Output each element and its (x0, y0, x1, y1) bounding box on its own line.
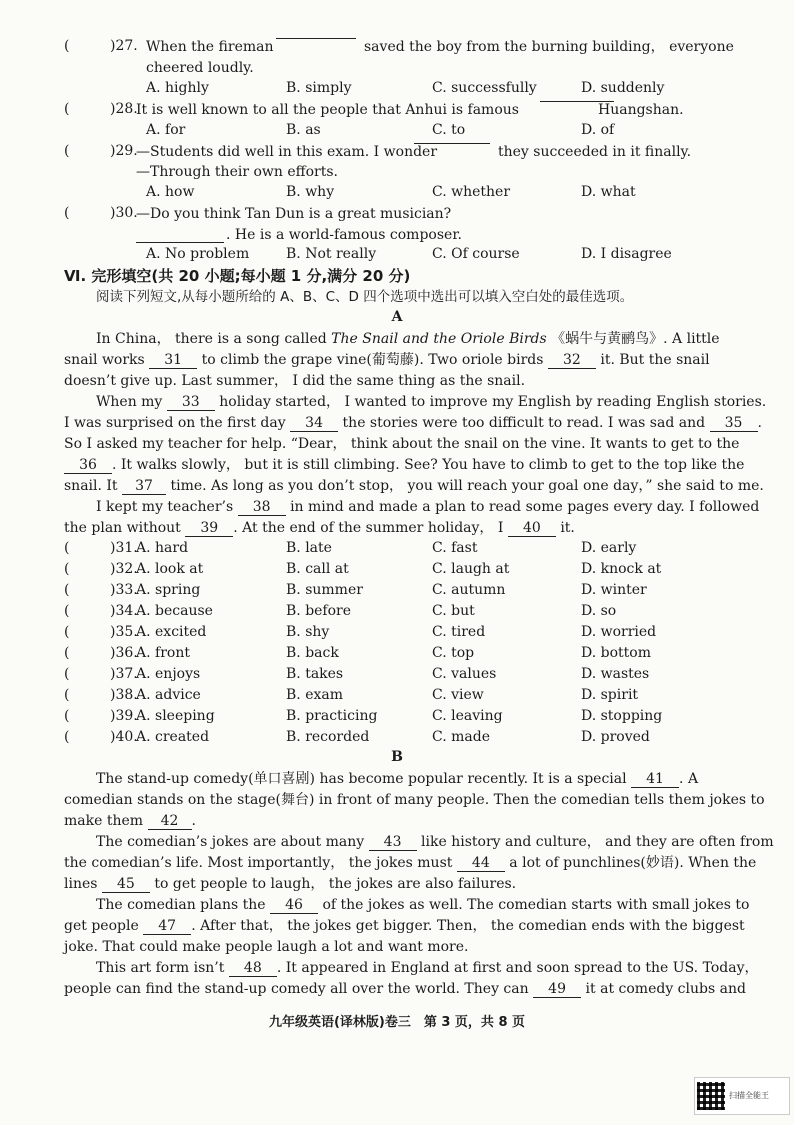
cloze-question-number: )40. (110, 729, 138, 745)
option-27-a[interactable]: A. highly (146, 80, 209, 96)
cloze-option-c[interactable]: C. autumn (432, 582, 506, 598)
cloze-option-d[interactable]: D. stopping (581, 708, 663, 724)
cloze-option-c[interactable]: C. leaving (432, 708, 503, 724)
cloze-option-c[interactable]: C. made (432, 729, 490, 745)
cloze-option-d[interactable]: D. winter (581, 582, 647, 598)
blank-39[interactable]: 39 (185, 521, 233, 537)
passage-a-heading: A (391, 309, 403, 325)
option-29-b[interactable]: B. why (286, 184, 335, 200)
passage-b-line: This art form isn’t 48 . It appeared in England at first and soon spread to the US. Today， (96, 960, 759, 976)
passage-b-heading: B (391, 749, 403, 765)
cloze-option-d[interactable]: D. spirit (581, 687, 639, 703)
blank-42[interactable]: 42 (148, 814, 192, 830)
passage-b-line: make them 42 . (64, 813, 196, 829)
cloze-option-d[interactable]: D. proved (581, 729, 650, 745)
cloze-question-number: )31. (110, 540, 138, 556)
cloze-option-a[interactable]: A. created (136, 729, 210, 745)
cloze-option-d[interactable]: D. wastes (581, 666, 650, 682)
passage-a-line: snail. It 37 time. As long as you don’t stop， you will reach your goal one day，” she said to me. (64, 478, 764, 494)
answer-paren[interactable]: ( (64, 603, 70, 619)
passage-a-line: In China， there is a song called The Snail and the Oriole Birds 《蜗牛与黄鹂鸟》. A little (96, 331, 720, 347)
answer-paren[interactable]: ( (64, 645, 70, 661)
passage-a-line: the plan without 39 . At the end of the summer holiday， I 40 it. (64, 520, 575, 536)
cloze-option-a[interactable]: A. spring (136, 582, 201, 598)
blank-49[interactable]: 49 (533, 982, 581, 998)
exam-page: ( )27. When the fireman saved the boy from the burning building， everyone cheered loudly. A. highly B. simply C. successfully D. suddenly ( )28. It is well known to all the people that Anhui is famous Huangshan. A. for B. as C. to D. of ( )29. —Students did well in this exam. I wonder they succeeded in it finally. —Through their own efforts. A. how B. why C. whether D. what ( )30. —Do you think Tan Dun is a great musician? . He is a world-famous composer. A. No problem B. Not really C. Of course D. I disagree Ⅵ. 完形填空(共 20 小题;每小题 1 分,满分 20 分) 阅读下列短文,从每小题所给的 A、B、C、D 四个选项中选出可以填入空白处的最佳选项。 A In China， there is a song called The Snail and the Oriole Birds 《蜗牛与黄鹂鸟》. A little snail works 31 to climb the grape vine(葡萄藤). Two oriole birds 32 it. But the snail doesn’t give up. Last summer， I did the same thing as the snail. When my 33 holiday started， I wanted to improve my English by reading English stories. I was surprised on the first day 34 the stories were too difficult to read. I was sad and 35 . So I asked my teacher for help. “Dear， think about the snail on the vine. It wants to get to the 36 . It walks slowly， but it is still climbing. See? You have to climb to get to the top like the snail. It 37 time. As long as you don’t stop， you will reach your goal one day，” she said to me. I kept my teacher’s 38 in mind and made a plan to read some pages every day. I followed the plan without 39 . At the end of the summer holiday， I 40 it. ( )31. A. hard B. late C. fast D. early ( )32. A. look at B. call at C. laugh at D. knock at ( )33. A. spring B. summer C. autumn D. winter ( )34. A. because B. before C. but D. so ( )35. A. excited B. shy C. tired D. worried ( )36. A. front B. back C. top D. bottom ( )37. A. enjoys B. takes C. values D. wastes ( )38. A. advice B. exam C. view D. spirit ( )39. A. sleeping B. practicing C. leaving D. stopping ( )40. A. created B. recorded C. made D. proved B The stand-up comedy(单口喜剧) has become popular recently. It is a special 41 . A comedian stands on the stage(舞台) in front of many people. Then the comedian tells them jokes to make them 42 . The comedian’s jokes are about many 43 like history and culture， and they are often from the comedian’s life. Most importantly， the jokes must 44 a lot of punchlines(妙语). When the lines 45 to get people to laugh， the jokes are also failures. The comedian plans the 46 of the jokes as well. The comedian starts with small jokes to get people 47 . After that， the jokes get bigger. Then， the comedian ends with the biggest joke. That could make people laugh a lot and want more. This art form isn’t 48 . It appeared in England at first and soon spread to the US. Today， people can find the stand-up comedy all over the world. They can 49 it at comedy clubs and 九年级英语(译林版)卷三 第 3 页，共 8 页 扫描全能王 (0, 0, 794, 1125)
answer-paren[interactable]: ( (64, 561, 70, 577)
passage-b-line: lines 45 to get people to laugh， the jokes are also failures. (64, 876, 517, 892)
blank-30[interactable] (136, 226, 224, 243)
cloze-option-b[interactable]: B. takes (286, 666, 344, 682)
cloze-option-c[interactable]: C. values (432, 666, 497, 682)
answer-paren[interactable]: ( (64, 624, 70, 640)
cloze-option-c[interactable]: C. but (432, 603, 475, 619)
cloze-option-d[interactable]: D. knock at (581, 561, 662, 577)
blank-48[interactable]: 48 (229, 961, 277, 977)
cloze-option-c[interactable]: C. top (432, 645, 475, 661)
cloze-option-d[interactable]: D. bottom (581, 645, 651, 661)
answer-paren[interactable]: ( (64, 729, 70, 745)
cloze-option-b[interactable]: B. before (286, 603, 352, 619)
passage-b-line: get people 47 . After that， the jokes get bigger. Then， the comedian ends with the biggest (64, 918, 745, 934)
question-28: ( )28. It is well known to all the people that Anhui is famous Huangshan. (64, 101, 684, 118)
question-29: ( )29. —Students did well in this exam. I wonder they succeeded in it finally. (64, 143, 692, 160)
blank-40[interactable]: 40 (508, 521, 556, 537)
section-title: Ⅵ. 完形填空(共 20 小题;每小题 1 分,满分 20 分) (64, 267, 411, 285)
passage-b-line: people can find the stand-up comedy all over the world. They can 49 it at comedy clubs and (64, 981, 746, 997)
question-27: ( )27. When the fireman saved the boy from the burning building， everyone (64, 38, 734, 55)
cloze-option-b[interactable]: B. practicing (286, 708, 378, 724)
cloze-option-a[interactable]: A. excited (136, 624, 207, 640)
cloze-option-b[interactable]: B. summer (286, 582, 363, 598)
option-29-a[interactable]: A. how (146, 184, 195, 200)
blank-37[interactable]: 37 (122, 479, 166, 495)
answer-paren[interactable]: ( (64, 708, 70, 724)
cloze-question-number: )39. (110, 708, 138, 724)
option-27-d[interactable]: D. suddenly (581, 80, 665, 96)
passage-a-line: doesn’t give up. Last summer， I did the same thing as the snail. (64, 373, 526, 389)
blank-27[interactable] (276, 38, 356, 39)
cloze-option-c[interactable]: C. laugh at (432, 561, 510, 577)
passage-a-line: I kept my teacher’s 38 in mind and made a plan to read some pages every day. I followed (96, 499, 760, 515)
cloze-question-number: )37. (110, 666, 138, 682)
option-28-d[interactable]: D. of (581, 122, 615, 138)
option-28-c[interactable]: C. to (432, 122, 466, 138)
blank-38[interactable]: 38 (238, 500, 286, 516)
cloze-option-d[interactable]: D. so (581, 603, 617, 619)
passage-b-line: comedian stands on the stage(舞台) in front of many people. Then the comedian tells them jokes to (64, 792, 765, 808)
song-title: The Snail and the Oriole Birds (331, 331, 547, 347)
cloze-option-a[interactable]: A. look at (136, 561, 204, 577)
cloze-option-a[interactable]: A. hard (136, 540, 189, 556)
option-30-c[interactable]: C. Of course (432, 246, 520, 262)
cloze-option-b[interactable]: B. exam (286, 687, 343, 703)
blank-43[interactable]: 43 (369, 835, 417, 851)
answer-paren[interactable]: ( (64, 687, 70, 703)
cloze-question-number: )33. (110, 582, 138, 598)
option-27-c[interactable]: C. successfully (432, 80, 537, 96)
passage-b-line: the comedian’s life. Most importantly， the jokes must 44 a lot of punchlines(妙语). When the (64, 855, 757, 871)
option-30-b[interactable]: B. Not really (286, 246, 377, 262)
passage-a-line: So I asked my teacher for help. “Dear， think about the snail on the vine. It wants to get to the (64, 436, 740, 452)
blank-31[interactable]: 31 (149, 353, 197, 369)
option-28-a[interactable]: A. for (146, 122, 186, 138)
cloze-option-a[interactable]: A. advice (136, 687, 201, 703)
cloze-question-number: )38. (110, 687, 138, 703)
cloze-question-number: )35. (110, 624, 138, 640)
page-footer: 九年级英语(译林版)卷三 第 3 页，共 8 页 (268, 1015, 526, 1030)
passage-a-line: 36 . It walks slowly， but it is still climbing. See? You have to climb to get to the top like the (64, 456, 744, 474)
cloze-option-d[interactable]: D. early (581, 540, 637, 556)
cloze-question-number: )34. (110, 603, 138, 619)
passage-b-line: joke. That could make people laugh a lot and want more. (64, 939, 469, 955)
cloze-option-c[interactable]: C. fast (432, 540, 478, 556)
blank-34[interactable]: 34 (290, 416, 338, 432)
blank-33[interactable]: 33 (167, 395, 215, 411)
blank-29[interactable] (414, 143, 490, 144)
cloze-option-c[interactable]: C. tired (432, 624, 486, 640)
scanner-badge-label: 扫描全能王 (729, 1091, 769, 1100)
qr-code-icon (697, 1082, 725, 1110)
blank-44[interactable]: 44 (457, 856, 505, 872)
option-30-a[interactable]: A. No problem (146, 246, 250, 262)
blank-32[interactable]: 32 (548, 353, 596, 369)
section-instruction: 阅读下列短文,从每小题所给的 A、B、C、D 四个选项中选出可以填入空白处的最佳选项。 (96, 289, 634, 305)
question-30: ( )30. —Do you think Tan Dun is a great musician? (64, 205, 452, 222)
cloze-option-b[interactable]: B. recorded (286, 729, 370, 745)
cloze-option-a[interactable]: A. sleeping (136, 708, 215, 724)
answer-paren: ( (64, 38, 70, 54)
cloze-option-b[interactable]: B. call at (286, 561, 349, 577)
blank-35[interactable]: 35 (710, 416, 758, 432)
option-30-d[interactable]: D. I disagree (581, 246, 672, 262)
cloze-option-c[interactable]: C. view (432, 687, 484, 703)
option-29-c[interactable]: C. whether (432, 184, 511, 200)
scanner-badge (694, 1077, 790, 1115)
blank-46[interactable]: 46 (270, 898, 318, 914)
cloze-question-number: )36. (110, 645, 138, 661)
passage-b-line: The comedian’s jokes are about many 43 like history and culture， and they are often from (96, 834, 774, 850)
passage-a-line: snail works 31 to climb the grape vine(葡萄藤). Two oriole birds 32 it. But the snail (64, 352, 710, 368)
answer-paren[interactable]: ( (64, 540, 70, 556)
passage-b-line: The comedian plans the 46 of the jokes as well. The comedian starts with small jokes to (96, 897, 750, 913)
blank-45[interactable]: 45 (102, 877, 150, 893)
answer-paren[interactable]: ( (64, 582, 70, 598)
option-27-b[interactable]: B. simply (286, 80, 352, 96)
cloze-option-a[interactable]: A. because (136, 603, 213, 619)
cloze-option-b[interactable]: B. shy (286, 624, 330, 640)
answer-paren[interactable]: ( (64, 666, 70, 682)
passage-b-line: The stand-up comedy(单口喜剧) has become popular recently. It is a special 41 . A (96, 771, 699, 787)
cloze-option-a[interactable]: A. enjoys (136, 666, 201, 682)
option-29-d[interactable]: D. what (581, 184, 636, 200)
option-28-b[interactable]: B. as (286, 122, 321, 138)
cloze-option-a[interactable]: A. front (136, 645, 190, 661)
blank-47[interactable]: 47 (143, 919, 191, 935)
passage-a-line: When my 33 holiday started， I wanted to improve my English by reading English stories. (96, 394, 767, 410)
cloze-question-number: )32. (110, 561, 138, 577)
blank-41[interactable]: 41 (631, 772, 679, 788)
cloze-option-b[interactable]: B. back (286, 645, 339, 661)
passage-a-line: I was surprised on the first day 34 the stories were too difficult to read. I was sad and 35 . (64, 415, 762, 431)
blank-36[interactable]: 36 (64, 458, 112, 474)
cloze-option-d[interactable]: D. worried (581, 624, 657, 640)
cloze-option-b[interactable]: B. late (286, 540, 332, 556)
